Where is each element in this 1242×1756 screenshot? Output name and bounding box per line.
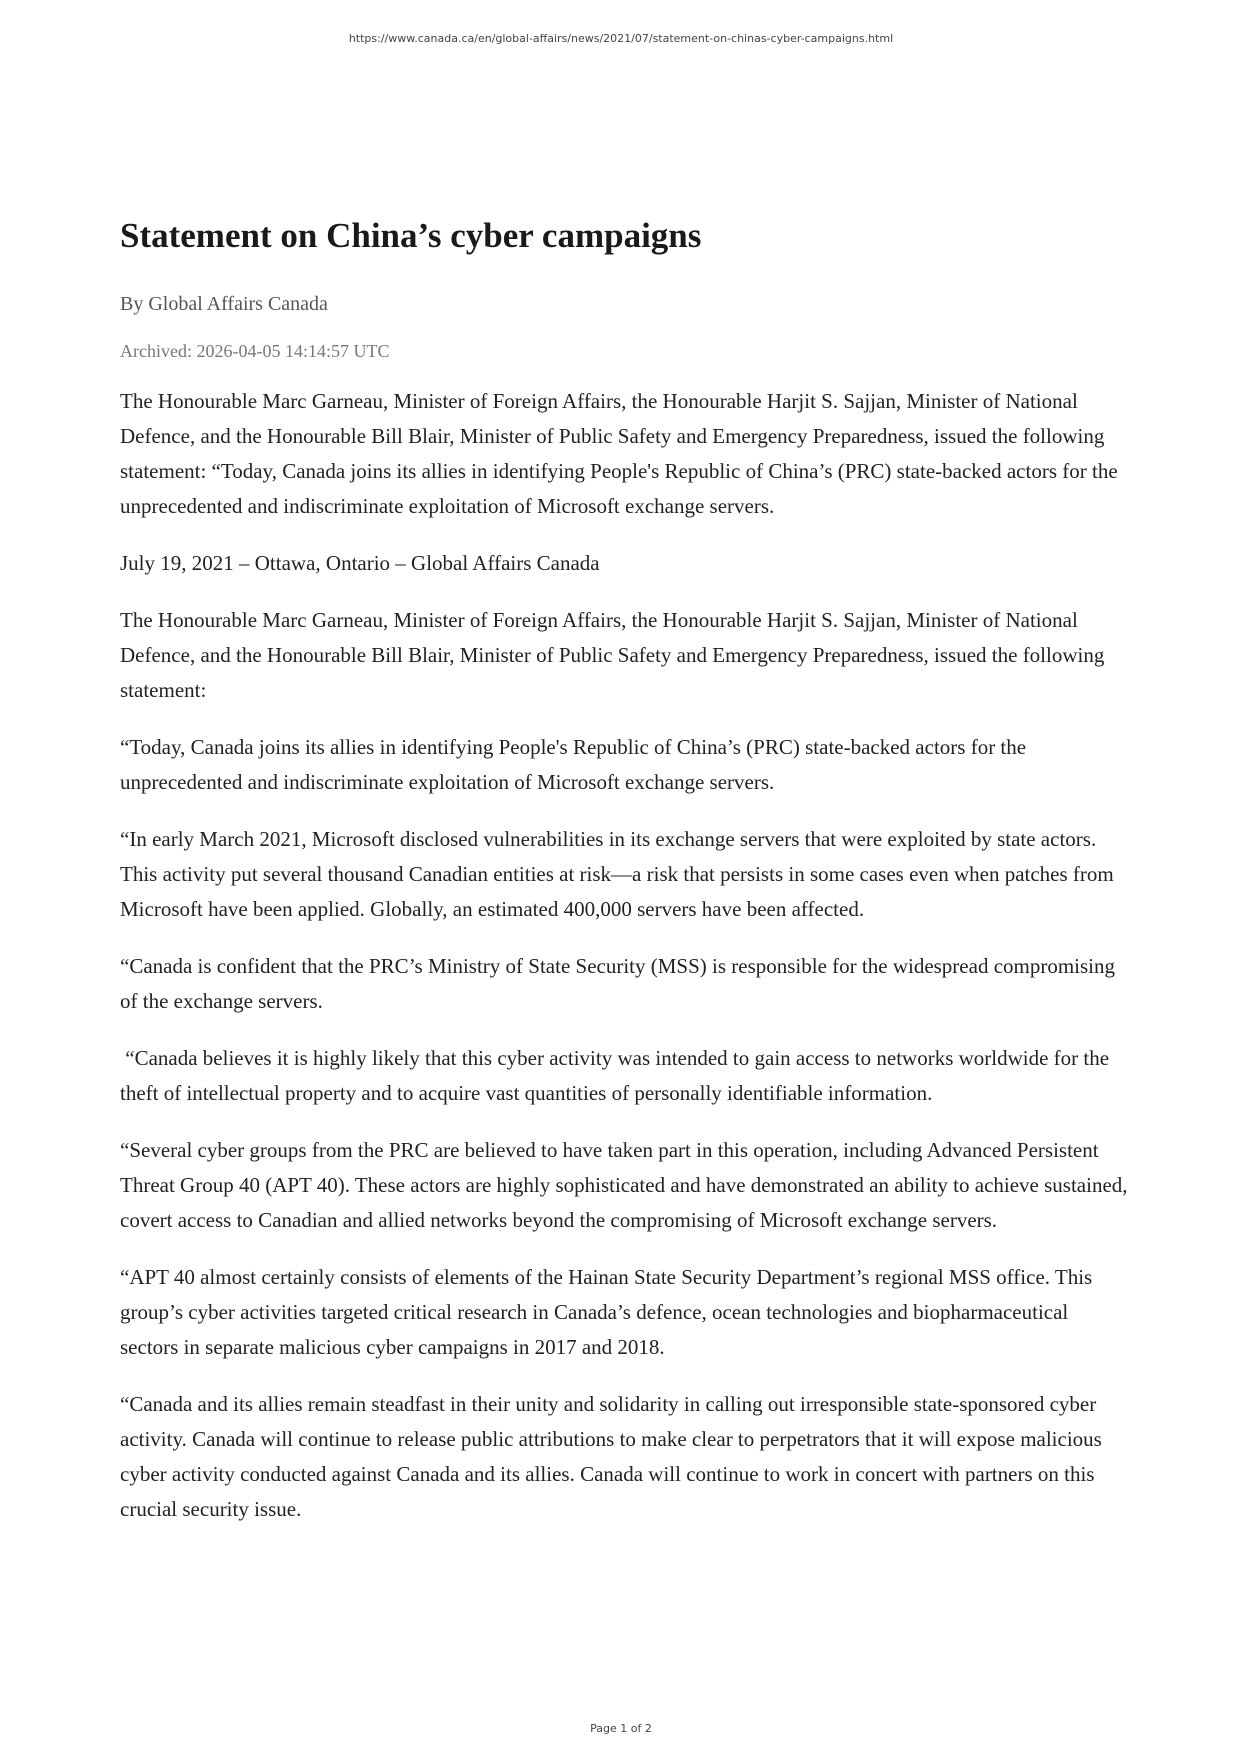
article (120, 212, 1130, 1549)
body-paragraph: “APT 40 almost certainly consists of elements of the Hainan State Security Department’s regional MSS office. This group’s cyber activities targeted critical research in Canada’s defence, ocean technologies and biopharmaceutical sectors in separate malicious cyber campaigns in 2017 and 2018. (120, 1265, 1093, 1359)
body-paragraph: “Canada is confident that the PRC’s Ministry of State Security (MSS) is responsible for the widespread compromising of the exchange servers. (120, 954, 1116, 1013)
archived-timestamp: Archived: 2026-04-05 14:14:57 UTC (120, 341, 390, 361)
body-paragraph: “Canada and its allies remain steadfast in their unity and solidarity in calling out irresponsible state-sponsored cyber activity. Canada will continue to release public attributions to make clear to perpetrators that it will expose malicious cyber activity conducted against Canada and its allies. Canada will continue to work in concert with partners on this crucial security issue. (120, 1392, 1102, 1521)
summary-paragraph: The Honourable Marc Garneau, Minister of Foreign Affairs, the Honourable Harjit S. Sajjan, Minister of National Defence, and the Honourable Bill Blair, Minister of Public Safety and Emergency Preparedness, issued the following statement: “Today, Canada joins its allies in identifying People's Republic of China’s (PRC) state-backed actors for the unprecedented and indiscriminate exploitation of Microsoft exchange servers. (120, 389, 1118, 518)
article-body (120, 384, 1130, 1527)
article-byline: By Global Affairs Canada (120, 293, 328, 315)
dateline: July 19, 2021 – Ottawa, Ontario – Global Affairs Canada (120, 551, 600, 575)
article-title: Statement on China’s cyber campaigns (120, 216, 702, 255)
body-paragraph: “Several cyber groups from the PRC are believed to have taken part in this operation, including Advanced Persistent Threat Group 40 (APT 40). These actors are highly sophisticated and have demonstrated an ability to achieve sustained, covert access to Canadian and allied networks beyond the compromising of Microsoft exchange servers. (120, 1138, 1128, 1232)
body-paragraph: “Today, Canada joins its allies in identifying People's Republic of China’s (PRC) state-backed actors for the unprecedented and indiscriminate exploitation of Microsoft exchange servers. (120, 735, 1027, 794)
body-paragraph: The Honourable Marc Garneau, Minister of Foreign Affairs, the Honourable Harjit S. Sajjan, Minister of National Defence, and the Honourable Bill Blair, Minister of Public Safety and Emergency Preparedness, issued the following statement: (120, 608, 1105, 702)
page-url-header: https://www.canada.ca/en/global-affairs/news/2021/07/statement-on-chinas-cyber-campaigns.html (348, 32, 894, 45)
body-paragraph: “Canada believes it is highly likely that this cyber activity was intended to gain access to networks worldwide for the theft of intellectual property and to acquire vast quantities of personally identifiable information. (120, 1046, 1115, 1105)
body-paragraph: “In early March 2021, Microsoft disclosed vulnerabilities in its exchange servers that were exploited by state actors. This activity put several thousand Canadian entities at risk—a risk that persists in some cases even when patches from Microsoft have been applied. Globally, an estimated 400,000 servers have been affected. (120, 827, 1114, 921)
page-number: Page 1 of 2 (590, 1722, 652, 1735)
